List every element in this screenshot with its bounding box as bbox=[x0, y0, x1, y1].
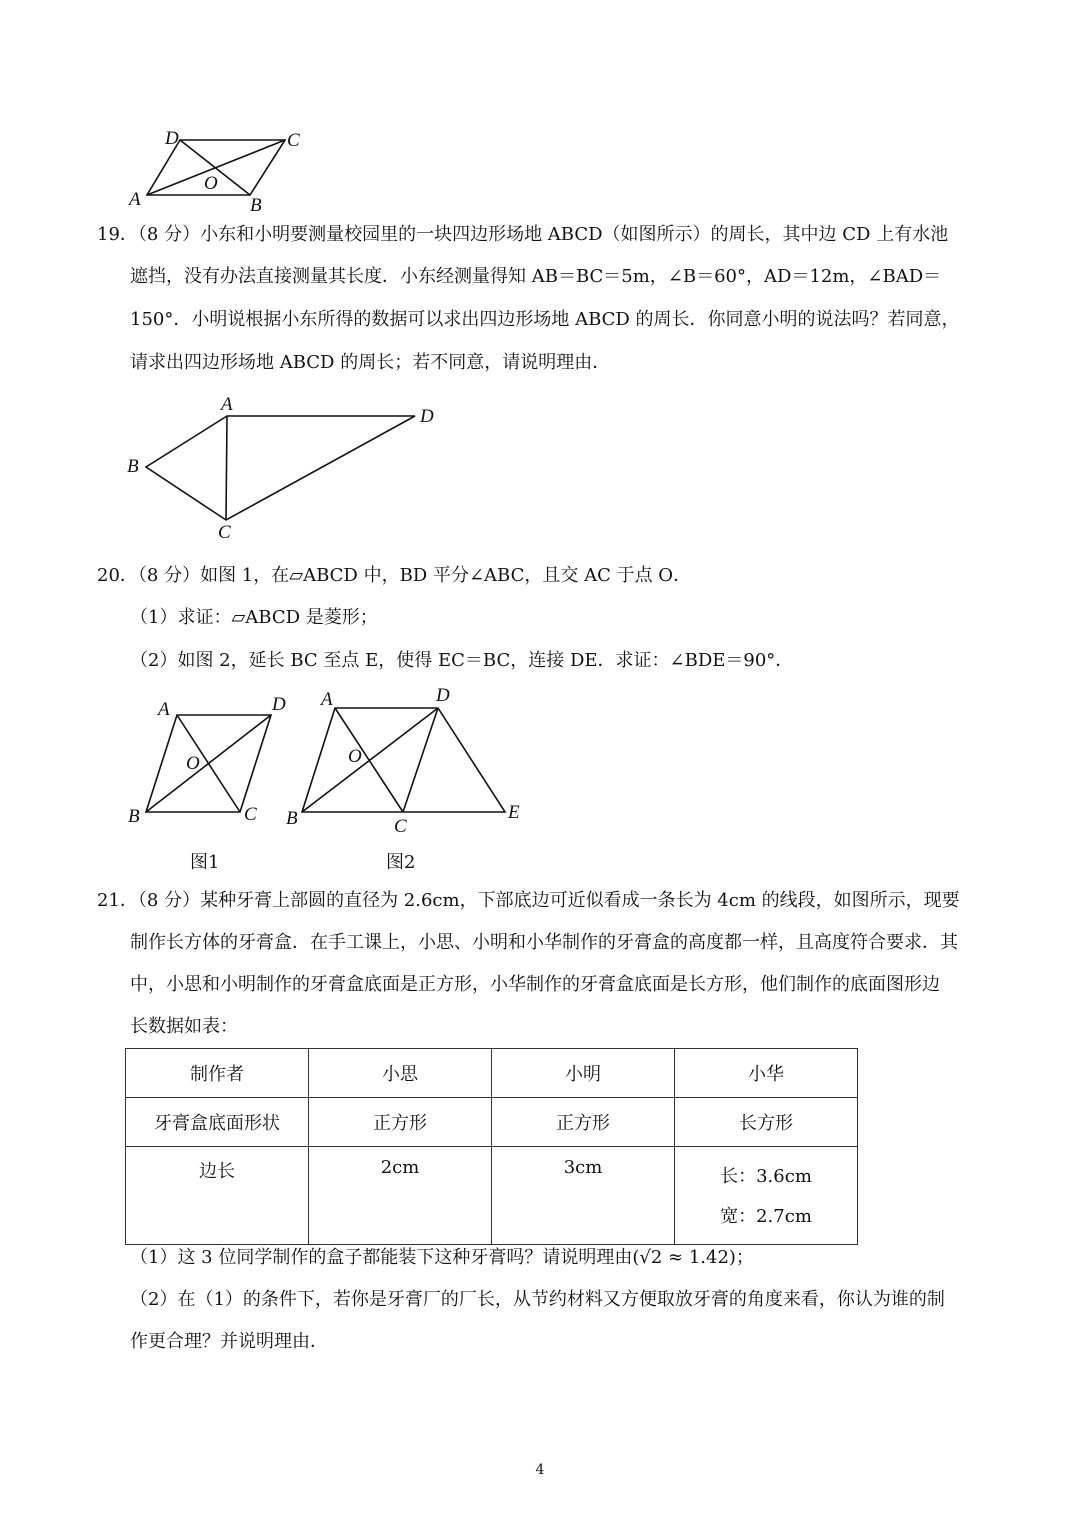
label-B-q19: B bbox=[127, 456, 139, 477]
q21-line-4: 长数据如表： bbox=[130, 1016, 238, 1037]
label-C-fig2: C bbox=[394, 816, 407, 837]
table-row bbox=[126, 1147, 858, 1245]
q21-line-1: 21．（8 分）某种牙膏上部圆的直径为 2.6cm，下部底边可近似看成一条长为 4cm 的线段，如图所示，现要 bbox=[97, 890, 960, 911]
label-B-fig1: B bbox=[128, 806, 140, 827]
q20-sub-1: （1）求证：▱ABCD 是菱形； bbox=[130, 607, 378, 628]
q19-line-4: 请求出四边形场地 ABCD 的周长；若不同意，请说明理由． bbox=[130, 352, 611, 373]
caption-fig1: 图1 bbox=[190, 852, 220, 873]
q19-line-2: 遮挡，没有办法直接测量其长度．小东经测量得知 AB＝BC＝5m，∠B＝60°，AD＝12m，∠BAD＝ bbox=[130, 266, 942, 287]
table-cell: 小明 bbox=[492, 1049, 675, 1098]
caption-fig2: 图2 bbox=[386, 852, 416, 873]
table-cell: 小思 bbox=[309, 1049, 492, 1098]
table-row bbox=[126, 1049, 858, 1098]
table-cell: 长方形 bbox=[675, 1098, 858, 1147]
table-cell: 制作者 bbox=[126, 1049, 309, 1098]
table-cell: 正方形 bbox=[309, 1098, 492, 1147]
xiaohua-width: 宽：2.7cm bbox=[720, 1206, 812, 1227]
figure-quadrilateral-q19 bbox=[140, 405, 440, 525]
label-O-fig1: O bbox=[186, 753, 200, 774]
q21-line-2: 制作长方体的牙膏盒．在手工课上，小思、小明和小华制作的牙膏盒的高度都一样，且高度符合要求．其 bbox=[130, 932, 958, 953]
label-B-top: B bbox=[250, 195, 262, 216]
table-cell: 3cm bbox=[492, 1147, 675, 1245]
table-cell: 小华 bbox=[675, 1049, 858, 1098]
table-cell: 2cm bbox=[309, 1147, 492, 1245]
q19-line-3: 150°．小明说根据小东所得的数据可以求出四边形场地 ABCD 的周长．你同意小明的说法吗？若同意， bbox=[130, 309, 960, 330]
label-C-q19: C bbox=[218, 522, 231, 543]
table-cell: 正方形 bbox=[492, 1098, 675, 1147]
label-D-fig1: D bbox=[272, 694, 286, 715]
label-D-q19: D bbox=[420, 406, 434, 427]
label-D-top: D bbox=[165, 128, 179, 149]
page-number: 4 bbox=[535, 1462, 545, 1478]
table-cell: 牙膏盒底面形状 bbox=[126, 1098, 309, 1147]
label-D-fig2: D bbox=[436, 685, 450, 706]
q21-sub-1: （1）这 3 位同学制作的盒子都能装下这种牙膏吗？请说明理由(√2 ≈ 1.42)； bbox=[130, 1247, 754, 1268]
q19-line-1: 19．（8 分）小东和小明要测量校园里的一块四边形场地 ABCD（如图所示）的周长，其中边 CD 上有水池 bbox=[97, 224, 949, 245]
q20-line-1: 20．（8 分）如图 1，在▱ABCD 中，BD 平分∠ABC，且交 AC 于点 O． bbox=[97, 565, 692, 586]
label-B-fig2: B bbox=[286, 808, 298, 829]
table-row bbox=[126, 1098, 858, 1147]
label-A-fig2: A bbox=[321, 689, 333, 710]
label-A-top: A bbox=[129, 189, 141, 210]
figure-2-trapezoid bbox=[300, 700, 510, 815]
table-cell bbox=[675, 1147, 858, 1245]
label-A-q19: A bbox=[221, 394, 233, 415]
label-O-top: O bbox=[204, 173, 218, 194]
q21-sub-2-line-1: （2）在（1）的条件下，若你是牙膏厂的厂长，从节约材料又方便取放牙膏的角度来看，你认为谁的制 bbox=[130, 1289, 945, 1310]
data-table bbox=[125, 1048, 858, 1245]
q20-sub-2: （2）如图 2，延长 BC 至点 E，使得 EC＝BC，连接 DE．求证：∠BDE＝90°． bbox=[130, 650, 794, 671]
label-E-fig2: E bbox=[508, 802, 520, 823]
q21-line-3: 中，小思和小明制作的牙膏盒底面是正方形，小华制作的牙膏盒底面是长方形，他们制作的底面图形边 bbox=[130, 974, 940, 995]
xiaohua-length: 长：3.6cm bbox=[720, 1166, 812, 1187]
label-C-fig1: C bbox=[244, 804, 257, 825]
label-A-fig1: A bbox=[158, 699, 170, 720]
label-C-top: C bbox=[287, 130, 300, 151]
table-cell: 边长 bbox=[126, 1147, 309, 1245]
q21-sub-2-line-2: 作更合理？并说明理由． bbox=[130, 1331, 328, 1352]
label-O-fig2: O bbox=[348, 746, 362, 767]
figure-1-rhombus bbox=[140, 705, 280, 815]
